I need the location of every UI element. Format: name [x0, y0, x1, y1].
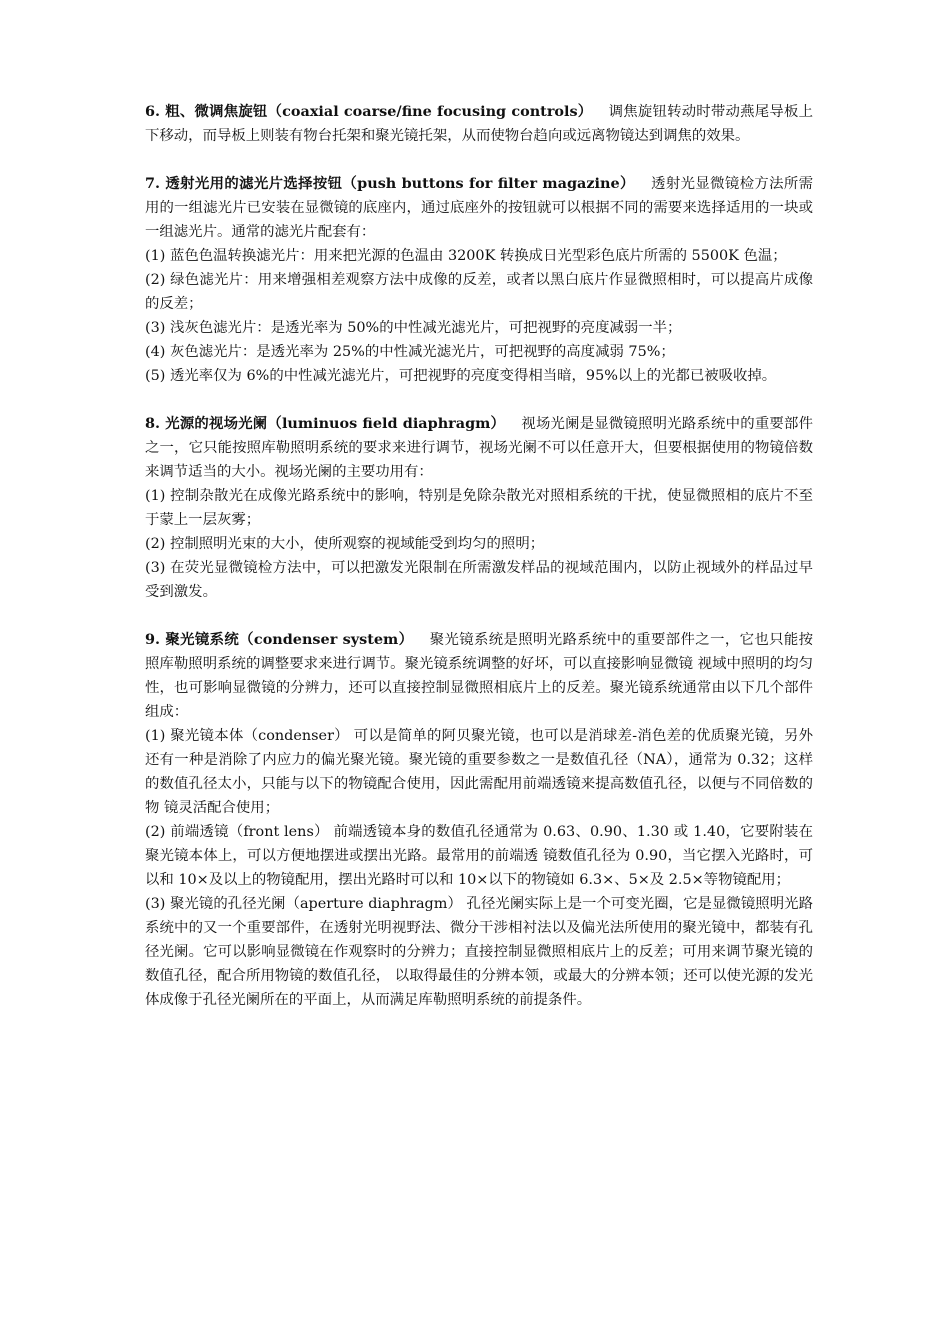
- list-item: (3) 聚光镜的孔径光阑（aperture diaphragm） 孔径光阑实际上是一个可变光圈，它是显微镜照明光路系统中的又一个重要部件，在透射光明视野法、微分干涉相衬法以及偏光法所使用的聚光镜中，都装有孔径光阑。它可以影响显微镜在作观察时的分辨力；直接控制显微照相底片上的反差；可用来调节聚光镜的数值孔径，配合所用物镜的数值孔径， 以取得最佳的分辨本领，或最大的分辨本领；还可以使光源的发光体成像于孔径光阑所在的平面上，从而满足库勒照明系统的前提条件。: [145, 896, 813, 1008]
- list-item: (1) 控制杂散光在成像光路系统中的影响，特别是免除杂散光对照相系统的干扰，使显微照相的底片不至于蒙上一层灰雾；: [145, 488, 813, 528]
- section-paragraph: [145, 628, 813, 724]
- list-item: (1) 聚光镜本体（condenser） 可以是简单的阿贝聚光镜，也可以是消球差-消色差的优质聚光镜，另外还有一种是消除了内应力的偏光聚光镜。聚光镜的重要参数之一是数值孔径（NA），通常为 0.32；这样的数值孔径太小，只能与以下的物镜配合使用，因此需配用前端透镜来提高数值孔径，以便与不同倍数的物 镜灵活配合使用；: [145, 728, 813, 816]
- section-lead-text: 透射光显微镜检方法所需用的一组滤光片已安装在显微镜的底座内，通过底座外的按钮就可以根据不同的需要来选择适用的一块或一组滤光片。通常的滤光片配套有：: [145, 176, 813, 240]
- section-condenser-system: [145, 628, 813, 1012]
- section-lead-text: 聚光镜系统是照明光路系统中的重要部件之一，它也只能按照库勒照明系统的调整要求来进行调节。聚光镜系统调整的好坏，可以直接影响显微镜 视域中照明的均匀性，也可影响显微镜的分辨力，还可以直接控制显微照相底片上的反差。聚光镜系统通常由以下几个部件组成：: [145, 632, 813, 720]
- list-item: (2) 控制照明光束的大小，使所观察的视域能受到均匀的照明；: [145, 536, 545, 552]
- section-paragraph: [145, 412, 813, 484]
- section-paragraph: [145, 172, 813, 244]
- section-field-diaphragm: [145, 412, 813, 604]
- section-heading: 6. 粗、微调焦旋钮（coaxial coarse/fine focusing controls）: [145, 103, 593, 120]
- list-item: (5) 透光率仅为 6%的中性减光滤光片，可把视野的亮度变得相当暗，95%以上的光都已被吸收掉。: [145, 368, 777, 384]
- section-focusing-controls: [145, 100, 813, 148]
- document-body: [145, 100, 813, 1036]
- section-heading: 8. 光源的视场光阑（luminuos field diaphragm）: [145, 415, 506, 432]
- section-heading: 7. 透射光用的滤光片选择按钮（push buttons for filter magazine）: [145, 175, 635, 192]
- list-item: (2) 前端透镜（front lens） 前端透镜本身的数值孔径通常为 0.63、0.90、1.30 或 1.40，它要附装在聚光镜本体上，可以方便地摆进或摆出光路。最常用的前端透 镜数值孔径为 0.90，当它摆入光路时，可以和 10×及以上的物镜配用，摆出光路时可以和 10×以下的物镜如 6.3×、5×及 2.5×等物镜配用；: [145, 824, 813, 888]
- list-item: (4) 灰色滤光片：是透光率为 25%的中性减光滤光片，可把视野的高度减弱 75%；: [145, 344, 675, 360]
- list-item: (3) 在荧光显微镜检方法中，可以把激发光限制在所需激发样品的视域范围内，以防止视域外的样品过早受到激发。: [145, 560, 813, 600]
- list-item: (2) 绿色滤光片：用来增强相差观察方法中成像的反差，或者以黑白底片作显微照相时，可以提高片成像的反差；: [145, 272, 813, 312]
- list-item: (3) 浅灰色滤光片：是透光率为 50%的中性减光滤光片，可把视野的亮度减弱一半；: [145, 320, 682, 336]
- section-lead-text: 视场光阑是显微镜照明光路系统中的重要部件之一，它只能按照库勒照明系统的要求来进行调节，视场光阑不可以任意开大，但要根据使用的物镜倍数来调节适当的大小。视场光阑的主要功用有：: [145, 416, 813, 480]
- section-lead-text: 调焦旋钮转动时带动燕尾导板上下移动，而导板上则装有物台托架和聚光镜托架，从而使物台趋向或远离物镜达到调焦的效果。: [145, 104, 813, 144]
- section-heading: 9. 聚光镜系统（condenser system）: [145, 631, 414, 648]
- section-paragraph: [145, 100, 813, 148]
- list-item: (1) 蓝色色温转换滤光片：用来把光源的色温由 3200K 转换成日光型彩色底片所需的 5500K 色温；: [145, 248, 787, 264]
- section-filter-buttons: [145, 172, 813, 388]
